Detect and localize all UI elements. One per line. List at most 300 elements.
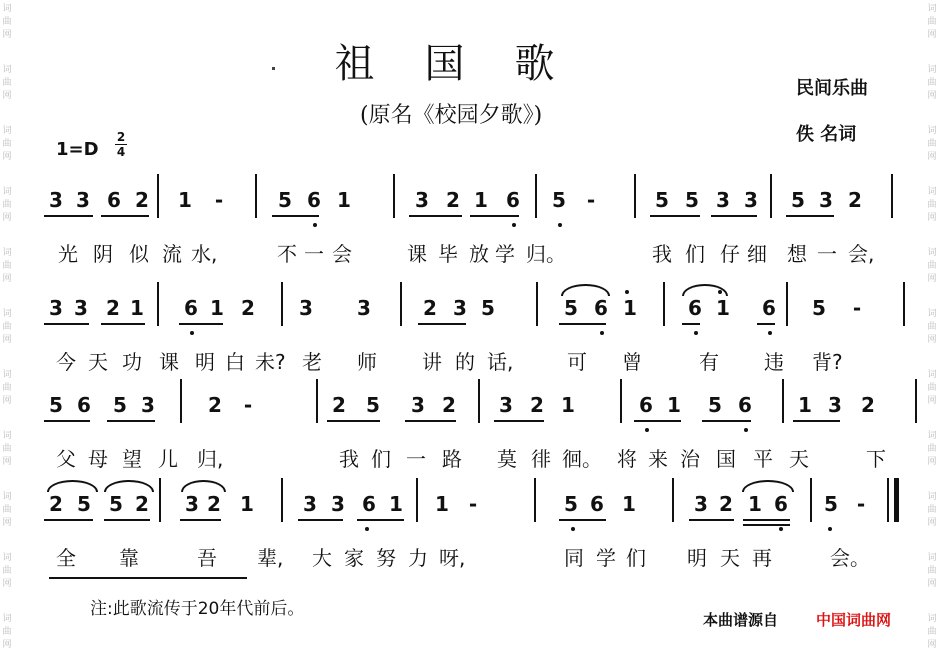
watermark-glyph: 网: [927, 640, 937, 650]
watermark-glyph: 网: [2, 518, 12, 528]
note-digit: 6: [688, 296, 702, 320]
low-octave-dot: [694, 331, 698, 335]
extension-dash: -: [856, 492, 866, 516]
lyric-char: 将: [617, 447, 637, 471]
lyric-char: 我: [652, 242, 672, 266]
beam-underline: [743, 519, 790, 521]
lyric-char: 想: [787, 242, 807, 266]
note-digit: 1: [561, 393, 575, 417]
lyric-char: 平: [753, 447, 773, 471]
watermark-glyph: 曲: [927, 566, 937, 576]
watermark-glyph: 曲: [927, 322, 937, 332]
watermark-glyph: 词: [927, 492, 937, 502]
note-digit: 3: [828, 393, 842, 417]
note-digit: 1: [798, 393, 812, 417]
lyric-char: 会: [332, 242, 352, 266]
high-octave-dot: [625, 290, 629, 294]
note-digit: 5: [685, 188, 699, 212]
watermark-glyph: 网: [927, 335, 937, 345]
beam-underline: [44, 323, 89, 325]
beam-underline: [357, 519, 404, 521]
bar-line: [159, 478, 161, 522]
watermark-glyph: 网: [2, 213, 12, 223]
note-digit: 1: [474, 188, 488, 212]
low-octave-dot: [365, 527, 369, 531]
note-digit: 1: [748, 492, 762, 516]
note-digit: 1: [337, 188, 351, 212]
slur-arc: [682, 284, 728, 296]
low-octave-dot: [558, 223, 562, 227]
bar-line: [535, 174, 537, 218]
low-octave-dot: [512, 223, 516, 227]
bar-line: [536, 282, 538, 326]
beam-underline: [44, 519, 93, 521]
watermark-glyph: 词: [2, 187, 12, 197]
note-digit: 3: [499, 393, 513, 417]
lyric-char: 呀,: [439, 546, 466, 570]
lyric-char: 全: [56, 546, 76, 570]
lyric-char: 讲: [422, 350, 442, 374]
slur-arc: [561, 284, 610, 296]
beam-underline: [786, 215, 834, 217]
bar-line: [416, 478, 418, 522]
bar-line: [316, 379, 318, 423]
lyric-char: 明: [687, 546, 707, 570]
bar-line: [782, 379, 784, 423]
note-digit: 5: [77, 492, 91, 516]
lyric-char: 归。: [526, 242, 566, 266]
lyric-char: 下: [866, 447, 886, 471]
note-digit: 2: [135, 492, 149, 516]
note-digit: 5: [366, 393, 380, 417]
lyric-char: 天: [720, 546, 740, 570]
note-digit: 6: [590, 492, 604, 516]
watermark-glyph: 曲: [927, 78, 937, 88]
song-subtitle: (原名《校园夕歌》): [360, 103, 543, 128]
bar-line: [770, 174, 772, 218]
bar-line: [915, 379, 917, 423]
beam-underline: [711, 215, 757, 217]
bar-line: [400, 282, 402, 326]
note-digit: 1: [210, 296, 224, 320]
watermark-glyph: 词: [927, 65, 937, 75]
watermark-glyph: 网: [2, 91, 12, 101]
bar-line: [634, 174, 636, 218]
lyric-char: 老: [302, 350, 322, 374]
note-digit: 2: [207, 492, 221, 516]
note-digit: 2: [446, 188, 460, 212]
beam-underline: [634, 420, 681, 422]
footnote-rule: [49, 577, 247, 579]
time-signature: [114, 130, 128, 159]
watermark-glyph: 曲: [2, 200, 12, 210]
composer-credit: 民间乐曲: [796, 78, 868, 99]
note-digit: 6: [362, 492, 376, 516]
note-digit: 5: [824, 492, 838, 516]
note-digit: 2: [442, 393, 456, 417]
low-octave-dot: [779, 527, 783, 531]
note-digit: 1: [389, 492, 403, 516]
note-digit: 5: [564, 492, 578, 516]
lyric-char: 违: [764, 350, 784, 374]
lyric-char: 儿: [158, 447, 178, 471]
beam-underline: [101, 323, 145, 325]
lyric-char: 一: [817, 242, 837, 266]
lyric-char: 努: [376, 546, 396, 570]
note-digit: 3: [141, 393, 155, 417]
bar-line: [281, 282, 283, 326]
lyric-char: 可: [567, 350, 587, 374]
lyric-char: 水,: [191, 242, 218, 266]
note-digit: 3: [453, 296, 467, 320]
beam-underline: [559, 519, 606, 521]
watermark-glyph: 词: [2, 4, 12, 14]
beam-underline: [418, 323, 466, 325]
note-digit: 2: [208, 393, 222, 417]
note-digit: 6: [506, 188, 520, 212]
lyric-char: 莫: [497, 447, 517, 471]
note-digit: 3: [819, 188, 833, 212]
lyric-char: 背?: [812, 350, 843, 374]
lyric-char: 会。: [830, 546, 870, 570]
final-bar-thick: [894, 478, 899, 522]
lyric-char: 大: [312, 546, 332, 570]
note-digit: 6: [738, 393, 752, 417]
watermark-glyph: 曲: [2, 78, 12, 88]
lyric-char: 光: [58, 242, 78, 266]
note-digit: 1: [622, 492, 636, 516]
note-digit: 3: [744, 188, 758, 212]
lyric-char: 再: [752, 546, 772, 570]
lyric-char: 天: [88, 350, 108, 374]
watermark-glyph: 曲: [927, 261, 937, 271]
bar-line: [281, 478, 283, 522]
bar-line: [620, 379, 622, 423]
note-digit: 5: [113, 393, 127, 417]
song-title: 祖国歌: [334, 41, 605, 87]
note-digit: 6: [77, 393, 91, 417]
note-digit: 5: [564, 296, 578, 320]
watermark-glyph: 网: [2, 396, 12, 406]
lyric-char: 家: [344, 546, 364, 570]
watermark-glyph: 词: [927, 248, 937, 258]
watermark-glyph: 词: [2, 248, 12, 258]
lyric-char: 的: [455, 350, 475, 374]
watermark-glyph: 曲: [2, 627, 12, 637]
beam-underline: [470, 215, 519, 217]
beam-underline: [650, 215, 700, 217]
extension-dash: -: [468, 492, 478, 516]
lyric-char: 一: [304, 242, 324, 266]
watermark-glyph: 词: [2, 370, 12, 380]
beam-underline: [298, 519, 343, 521]
beam-underline: [689, 519, 734, 521]
beam-underline: [180, 519, 221, 521]
beam-underline: [405, 420, 456, 422]
watermark-glyph: 词: [927, 614, 937, 624]
note-digit: 5: [791, 188, 805, 212]
note-digit: 1: [667, 393, 681, 417]
watermark-glyph: 网: [2, 30, 12, 40]
bar-line: [180, 379, 182, 423]
meter-numerator: 2: [116, 130, 126, 144]
watermark-glyph: 曲: [2, 444, 12, 454]
lyric-char: 曾: [622, 350, 642, 374]
lyric-char: 天: [789, 447, 809, 471]
lyric-char: 徘: [531, 447, 551, 471]
lyric-char: 靠: [119, 546, 139, 570]
lyricist-credit: 佚 名词: [796, 124, 857, 145]
watermark-glyph: 词: [927, 4, 937, 14]
note-digit: 2: [49, 492, 63, 516]
note-digit: 3: [694, 492, 708, 516]
note-digit: 3: [357, 296, 371, 320]
watermark-glyph: 词: [927, 370, 937, 380]
note-digit: 2: [135, 188, 149, 212]
watermark-glyph: 网: [2, 274, 12, 284]
watermark-glyph: 曲: [927, 444, 937, 454]
beam-underline: [702, 420, 751, 422]
watermark-glyph: 网: [2, 335, 12, 345]
watermark-glyph: 曲: [927, 383, 937, 393]
bar-line: [672, 478, 674, 522]
lyric-char: 似: [129, 242, 149, 266]
note-digit: 3: [303, 492, 317, 516]
note-digit: 2: [719, 492, 733, 516]
beam-underline: [793, 420, 840, 422]
beam-underline: [494, 420, 544, 422]
watermark-glyph: 网: [927, 579, 937, 589]
note-digit: 6: [762, 296, 776, 320]
note-digit: 6: [639, 393, 653, 417]
lyric-char: 未?: [255, 350, 286, 374]
lyric-char: 们: [685, 242, 705, 266]
bar-line: [478, 379, 480, 423]
lyric-char: 课: [407, 242, 427, 266]
watermark-glyph: 网: [927, 91, 937, 101]
note-digit: 3: [49, 296, 63, 320]
low-octave-dot: [313, 223, 317, 227]
watermark-glyph: 词: [2, 614, 12, 624]
lyric-char: 来: [648, 447, 668, 471]
beam-underline: [179, 323, 223, 325]
note-digit: 1: [623, 296, 637, 320]
note-digit: 5: [109, 492, 123, 516]
lyric-char: 不: [277, 242, 297, 266]
lyric-char: 路: [442, 447, 462, 471]
watermark-glyph: 网: [927, 274, 937, 284]
low-octave-dot: [600, 331, 604, 335]
lyric-char: 师: [357, 350, 377, 374]
note-digit: 1: [130, 296, 144, 320]
lyric-char: 我: [339, 447, 359, 471]
bar-line: [157, 282, 159, 326]
lyric-char: 徊。: [562, 447, 602, 471]
watermark-glyph: 词: [2, 431, 12, 441]
low-octave-dot: [744, 428, 748, 432]
low-octave-dot: [571, 527, 575, 531]
note-digit: 3: [185, 492, 199, 516]
watermark-glyph: 曲: [927, 505, 937, 515]
lyric-char: 今: [56, 350, 76, 374]
watermark-glyph: 曲: [927, 200, 937, 210]
bar-line: [810, 478, 812, 522]
lyric-char: 国: [716, 447, 736, 471]
bar-line: [534, 478, 536, 522]
note-digit: 3: [411, 393, 425, 417]
beam-underline: [44, 420, 90, 422]
slur-arc: [181, 480, 226, 492]
lyric-char: 治: [680, 447, 700, 471]
lyric-char: 仔: [720, 242, 740, 266]
note-digit: 2: [423, 296, 437, 320]
watermark-glyph: 词: [2, 65, 12, 75]
extension-dash: -: [852, 296, 862, 320]
watermark-glyph: 网: [927, 396, 937, 406]
watermark-glyph: 网: [2, 152, 12, 162]
slur-arc: [742, 480, 794, 492]
watermark-glyph: 词: [2, 309, 12, 319]
watermark-glyph: 词: [927, 187, 937, 197]
note-digit: 3: [299, 296, 313, 320]
left-watermark-strip: [0, 0, 14, 659]
lyric-char: 会,: [848, 242, 875, 266]
note-digit: 1: [435, 492, 449, 516]
lyric-char: 明: [195, 350, 215, 374]
watermark-glyph: 词: [2, 553, 12, 563]
watermark-glyph: 曲: [2, 261, 12, 271]
beam-underline: [44, 215, 93, 217]
note-digit: 6: [307, 188, 321, 212]
key-signature: 1=D: [56, 139, 99, 160]
bar-line: [157, 174, 159, 218]
note-digit: 5: [655, 188, 669, 212]
lyric-char: 白: [225, 350, 245, 374]
lyric-char: 母: [88, 447, 108, 471]
lyric-char: 们: [626, 546, 646, 570]
watermark-glyph: 曲: [2, 139, 12, 149]
footnote: 注:此歌流传于20年代前后。: [90, 599, 305, 619]
lyric-char: 辈,: [257, 546, 284, 570]
bar-line: [663, 282, 665, 326]
lyric-char: 吾: [197, 546, 217, 570]
watermark-glyph: 曲: [927, 627, 937, 637]
beam-underline: [682, 323, 700, 325]
bar-line: [255, 174, 257, 218]
note-digit: 2: [861, 393, 875, 417]
extension-dash: -: [214, 188, 224, 212]
note-digit: 5: [708, 393, 722, 417]
watermark-glyph: 网: [927, 457, 937, 467]
watermark-glyph: 曲: [2, 505, 12, 515]
note-digit: 5: [552, 188, 566, 212]
note-digit: 6: [594, 296, 608, 320]
lyric-char: 课: [159, 350, 179, 374]
bar-line: [903, 282, 905, 326]
note-digit: 2: [332, 393, 346, 417]
note-digit: 3: [49, 188, 63, 212]
lyric-char: 力: [408, 546, 428, 570]
note-digit: 5: [812, 296, 826, 320]
watermark-glyph: 词: [927, 553, 937, 563]
note-digit: 2: [530, 393, 544, 417]
site-name: 中国词曲网: [816, 611, 892, 629]
note-digit: 1: [178, 188, 192, 212]
lyric-char: 们: [371, 447, 391, 471]
watermark-glyph: 曲: [2, 322, 12, 332]
note-digit: 2: [106, 296, 120, 320]
watermark-glyph: 词: [2, 126, 12, 136]
bar-line: [891, 174, 893, 218]
beam-underline: [272, 215, 319, 217]
lyric-char: 流: [162, 242, 182, 266]
note-digit: 5: [49, 393, 63, 417]
watermark-glyph: 词: [927, 309, 937, 319]
meter-denominator: 4: [116, 145, 126, 159]
double-beam-underline: [743, 524, 790, 526]
source-label: 本曲谱源自: [703, 611, 779, 629]
watermark-glyph: 网: [927, 152, 937, 162]
lyric-char: 毕: [438, 242, 458, 266]
right-watermark-strip: [925, 0, 939, 659]
watermark-glyph: 词: [927, 431, 937, 441]
note-digit: 3: [415, 188, 429, 212]
watermark-glyph: 曲: [927, 17, 937, 27]
lyric-char: 学: [596, 546, 616, 570]
bar-line: [786, 282, 788, 326]
lyric-char: 一: [406, 447, 426, 471]
beam-underline: [757, 323, 775, 325]
note-digit: 3: [331, 492, 345, 516]
watermark-glyph: 曲: [2, 17, 12, 27]
note-digit: 1: [240, 492, 254, 516]
note-digit: 1: [716, 296, 730, 320]
watermark-glyph: 网: [2, 579, 12, 589]
note-digit: 3: [716, 188, 730, 212]
beam-underline: [409, 215, 462, 217]
lyric-char: 同: [564, 546, 584, 570]
lyric-char: 有: [699, 350, 719, 374]
beam-underline: [104, 519, 150, 521]
low-octave-dot: [645, 428, 649, 432]
note-digit: 2: [848, 188, 862, 212]
low-octave-dot: [768, 331, 772, 335]
slur-arc: [104, 480, 154, 492]
extension-dash: -: [243, 393, 253, 417]
watermark-glyph: 网: [927, 518, 937, 528]
watermark-glyph: 曲: [2, 566, 12, 576]
watermark-glyph: 词: [927, 126, 937, 136]
lyric-char: 话,: [487, 350, 514, 374]
beam-underline: [327, 420, 380, 422]
beam-underline: [101, 215, 149, 217]
note-digit: 6: [184, 296, 198, 320]
note-digit: 5: [278, 188, 292, 212]
watermark-glyph: 网: [927, 213, 937, 223]
lyric-char: 学: [495, 242, 515, 266]
watermark-glyph: 曲: [927, 139, 937, 149]
note-digit: 6: [774, 492, 788, 516]
beam-underline: [559, 323, 606, 325]
extension-dash: -: [586, 188, 596, 212]
note-digit: 3: [74, 296, 88, 320]
lyric-char: 功: [122, 350, 142, 374]
watermark-glyph: 网: [2, 457, 12, 467]
lyric-char: 放: [469, 242, 489, 266]
watermark-glyph: 词: [2, 492, 12, 502]
lyric-char: 父: [56, 447, 76, 471]
lyric-char: 细: [747, 242, 767, 266]
